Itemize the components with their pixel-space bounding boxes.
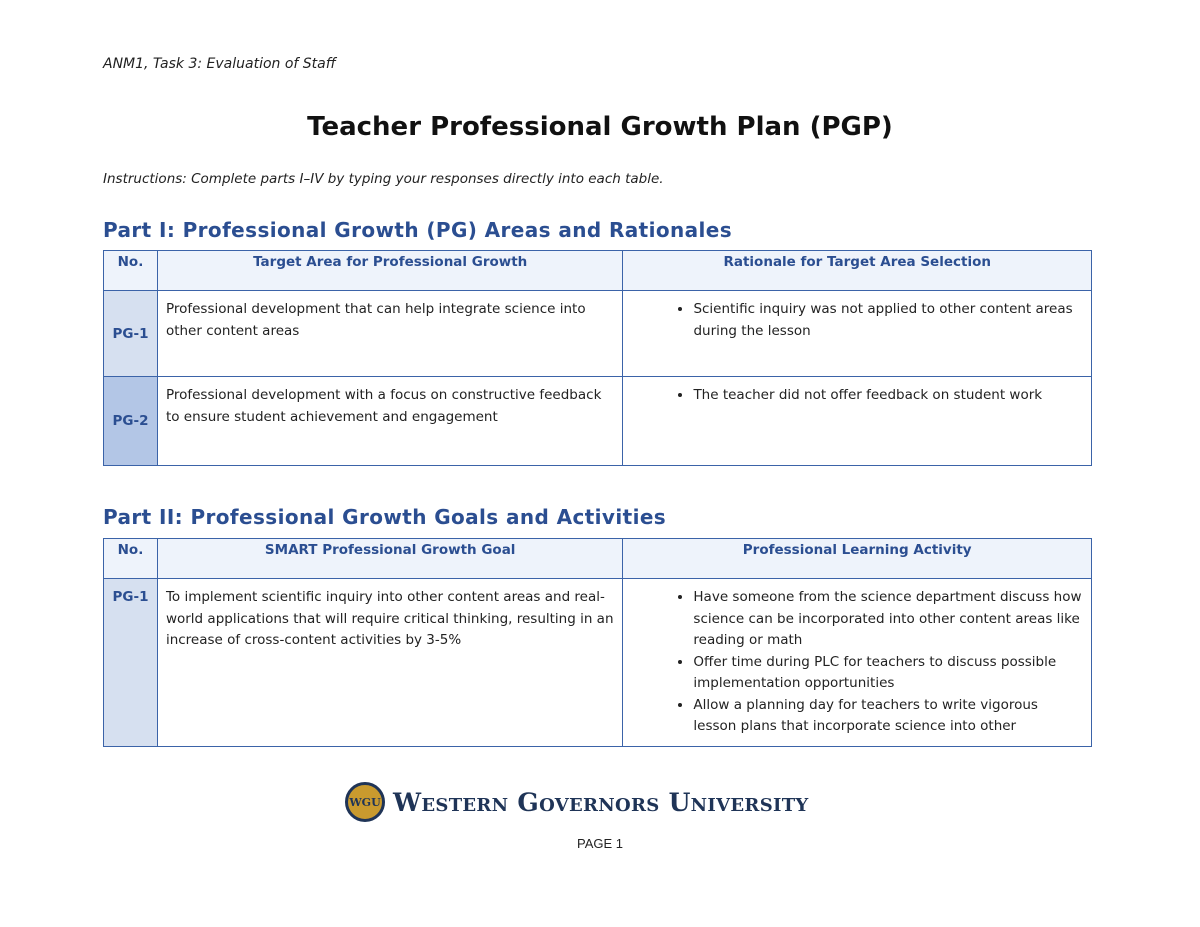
- column-header: Target Area for Professional Growth: [157, 251, 622, 291]
- wgu-wordmark: Western Governors University: [393, 787, 809, 817]
- wgu-seal-icon: WGU: [345, 782, 385, 822]
- row-number: PG-2: [104, 377, 158, 466]
- column-header: No.: [104, 539, 158, 579]
- list-item: • Allow a planning day for teachers to write vigorous lesson plans that incorporate science into other: [693, 695, 1083, 738]
- table-header-row: [104, 539, 1092, 579]
- page-title: Teacher Professional Growth Plan (PGP): [307, 112, 893, 142]
- table-row: [104, 291, 1092, 377]
- instructions: Instructions: Complete parts I–IV by typing your responses directly into each table.: [103, 171, 664, 187]
- column-header: Professional Learning Activity: [623, 539, 1092, 579]
- table-header-row: [104, 251, 1092, 291]
- rationale-cell[interactable]: [623, 291, 1092, 377]
- goal-cell[interactable]: To implement scientific inquiry into other content areas and real-world applications that will require critical thinking, resulting in an increase of cross-content activities by 3-5%: [157, 579, 622, 747]
- target-area-cell[interactable]: Professional development with a focus on constructive feedback to ensure student achievement and engagement: [157, 377, 622, 466]
- rationale-cell[interactable]: [623, 377, 1092, 466]
- column-header: SMART Professional Growth Goal: [157, 539, 622, 579]
- list-item: • Scientific inquiry was not applied to other content areas during the lesson: [693, 299, 1083, 342]
- row-number: PG-1: [104, 579, 158, 747]
- wgu-logo: [345, 782, 809, 822]
- part1-table: [103, 250, 1092, 466]
- target-area-cell[interactable]: Professional development that can help integrate science into other content areas: [157, 291, 622, 377]
- column-header: Rationale for Target Area Selection: [623, 251, 1092, 291]
- page-number: PAGE 1: [576, 836, 623, 851]
- list-item: • Have someone from the science department discuss how science can be incorporated into other content areas like reading or math: [693, 587, 1083, 652]
- table-row: [104, 377, 1092, 466]
- table-row: [104, 579, 1092, 747]
- list-item: • Offer time during PLC for teachers to discuss possible implementation opportunities: [693, 652, 1083, 695]
- document-header: ANM1, Task 3: Evaluation of Staff: [103, 56, 336, 72]
- part2-heading: Part II: Professional Growth Goals and Activities: [103, 505, 667, 529]
- activity-cell[interactable]: [623, 579, 1092, 747]
- list-item: • The teacher did not offer feedback on student work: [693, 385, 1083, 407]
- column-header: No.: [104, 251, 158, 291]
- part2-table: [103, 538, 1092, 747]
- part1-heading: Part I: Professional Growth (PG) Areas and Rationales: [103, 218, 733, 242]
- row-number: PG-1: [104, 291, 158, 377]
